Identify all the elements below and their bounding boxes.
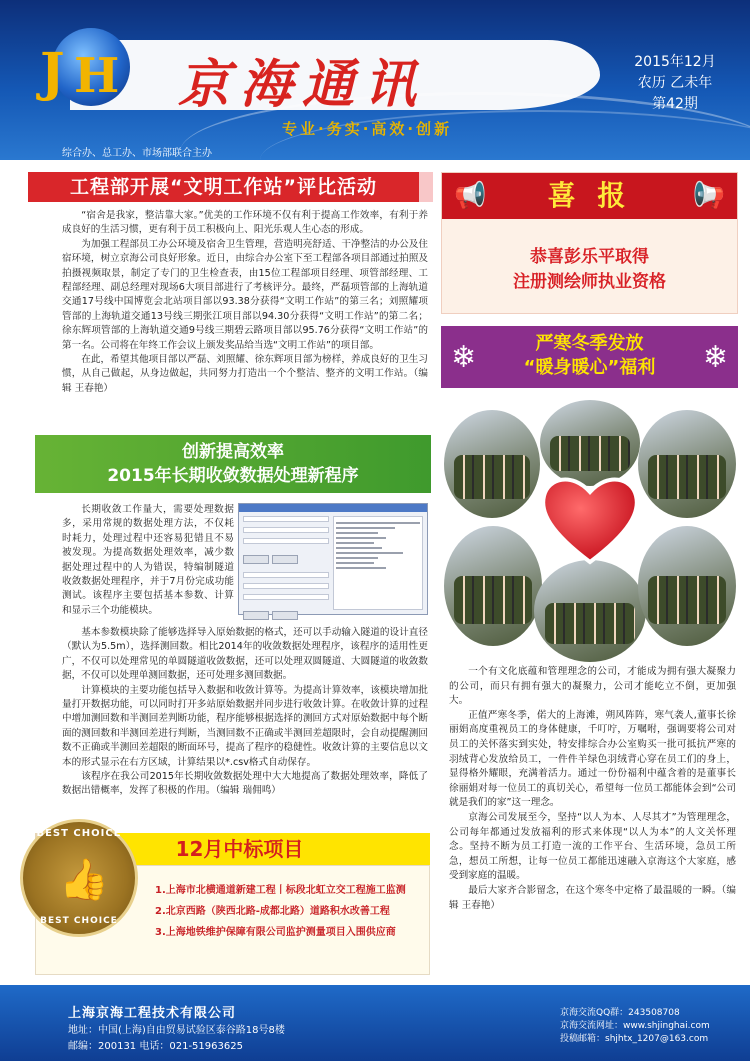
issue-number: 第42期 bbox=[652, 96, 698, 112]
program-button bbox=[272, 555, 298, 564]
output-line bbox=[336, 547, 382, 549]
group-photo bbox=[638, 410, 736, 518]
group-photo bbox=[638, 526, 736, 646]
bids-title: 12月中标项目 bbox=[35, 833, 430, 865]
button-row bbox=[243, 549, 329, 568]
host-departments: 综合办、总工办、市场部联合主办 bbox=[62, 148, 212, 159]
paragraph: 在此，希望其他项目部以严磊、刘照耀、徐东辉项目部为榜样，养成良好的卫生习惯，从自己做起，从身边做起，共同努力打造出一个个整洁、整齐的文明工作站。（编辑 王春艳） bbox=[62, 354, 428, 394]
paragraph: 最后大家齐合影留念，在这个寒冬中定格了最温暖的一瞬。（编辑 王春艳） bbox=[449, 884, 736, 911]
bids-list bbox=[155, 880, 435, 943]
article2-body bbox=[62, 626, 428, 799]
output-line bbox=[336, 552, 403, 554]
postcode-phone: 邮编：200131 电话：021-51963625 bbox=[68, 1041, 243, 1052]
good-news-line: 恭喜彭乐平取得 bbox=[530, 247, 649, 267]
output-line bbox=[336, 522, 420, 524]
list-item: 3.上海地铁维护保障有限公司监护测量项目入围供应商 bbox=[155, 927, 396, 938]
submission-email: 投稿邮箱：shjhtx_1207@163.com bbox=[560, 1034, 709, 1044]
badge-text-top: BEST CHOICE bbox=[36, 828, 122, 839]
article3-body bbox=[449, 665, 736, 913]
contact-info bbox=[560, 1007, 710, 1046]
winter-title-line1: 严寒冬季发放 bbox=[535, 333, 644, 354]
list-item: 1.上海市北横通道新建工程丨标段北虹立交工程施工监测 bbox=[155, 885, 406, 896]
group-photo bbox=[534, 560, 646, 662]
button-row bbox=[243, 605, 329, 624]
issue-info bbox=[620, 52, 730, 115]
good-news-box bbox=[441, 172, 738, 314]
people bbox=[550, 436, 630, 470]
people bbox=[454, 576, 532, 624]
paragraph: 京海公司发展至今，坚持“以人为本、人尽其才”为管理理念，公司每年都通过发放福利的形式来体现“以人为本”的人文关怀理念。坚持不断为员工打造一流的工作平台、生活环境，急员工所急，想员工所想，让每一位员工都能迅速融入京海这个大家庭，感受到家庭的温暖。 bbox=[449, 811, 736, 882]
paragraph: 一个有文化底蕴和管理理念的公司，才能成为拥有强大凝聚力的公司，而只有拥有强大的凝聚力，公司才能屹立不倒，更加强大。 bbox=[449, 666, 736, 707]
photo-collage bbox=[444, 400, 736, 662]
parameter-panel bbox=[243, 516, 329, 628]
winter-title bbox=[441, 332, 738, 380]
winter-welfare-banner bbox=[441, 326, 738, 388]
paragraph: 长期收敛工作量大，需要处理数据多，采用常规的数据处理方法，不仅耗时耗力，处理过程中还容易犯错且不易被发现。为提高数据处理效率，减少数据处理过程中的人为错误，特编制隧道收敛数据处理程序，并于7月份完成功能测试。该程序主要包括基本参数、计算和显示三个功能模块。 bbox=[62, 504, 234, 616]
issue-date: 2015年12月 bbox=[634, 54, 716, 70]
footer bbox=[0, 985, 750, 1061]
people bbox=[648, 455, 726, 498]
megaphone-icon: 📢 bbox=[454, 181, 487, 211]
list-item: 2.北京西路（陕西北路-成都北路）道路积水改善工程 bbox=[155, 906, 390, 917]
article2-title-box bbox=[35, 435, 431, 493]
thumbs-up-icon: 👍 bbox=[59, 857, 109, 903]
field bbox=[243, 594, 329, 600]
output-line bbox=[336, 557, 378, 559]
group-photo bbox=[444, 526, 542, 646]
article1-title: 工程部开展“文明工作站”评比活动 bbox=[28, 172, 433, 202]
logo-letter-h: H bbox=[74, 48, 120, 104]
company-logo bbox=[40, 24, 130, 114]
article1-body bbox=[62, 209, 428, 396]
good-news-line: 注册测绘师执业资格 bbox=[513, 272, 666, 292]
program-button bbox=[272, 611, 298, 620]
snowflake-icon: ❄ bbox=[702, 340, 728, 375]
output-line bbox=[336, 542, 374, 544]
program-button bbox=[243, 611, 269, 620]
program-button bbox=[243, 555, 269, 564]
badge-text-bottom: BEST CHOICE bbox=[40, 916, 118, 926]
paragraph: 为加强工程部员工办公环境及宿舍卫生管理，营造明亮舒适、干净整洁的办公及住宿环境，树立京海公司良好形象。近日，由综合办公室下至工程部各项目部通过拍照及拍摄视频取景，制定了专门的卫生检查表，由15位工程部项目经理、项管部经理、工程部经理、副总经理对现场6大项目部进行了考核评分。最终，严磊项管部的上海轨道交通17号线中国博览会北站项目部以93.38分获得“文明工作站”的第三名；刘照耀项管部的上海轨道交通13号线三期张江项目部以94.30分获得“文明工作站”的第二名；徐东辉项管部的上海轨道交通9号线三期碧云路项目部以95.76分获得“文明工作站”的第一名。公司将在年终工作会议上颁发奖品给当选“文明工作站”的项目部。 bbox=[62, 238, 428, 351]
winter-title-line2: “暖身暖心”福利 bbox=[523, 357, 656, 378]
group-photo bbox=[444, 410, 540, 518]
people bbox=[545, 603, 635, 644]
paragraph: 基本参数模块除了能够选择导入原始数据的格式，还可以手动输入隧道的设计直径（默认为5.5m），选择测回数。相比2014年的收敛数据处理程序，该程序的适用性更广，不仅可以处理常见的单圆隧道收敛数据，还可以处理双圆隧道、大圆隧道的收敛数据，不仅可以处理单测回数据，还可处理多测回数据。 bbox=[62, 627, 428, 682]
field bbox=[243, 516, 329, 522]
masthead-banner bbox=[0, 0, 750, 160]
output-line bbox=[336, 527, 395, 529]
program-screenshot bbox=[238, 503, 428, 615]
output-line bbox=[336, 537, 386, 539]
article2-title-line1: 创新提高效率 bbox=[182, 442, 284, 462]
output-panel bbox=[333, 516, 423, 610]
website: 京海交流网址：www.shjinghai.com bbox=[560, 1021, 710, 1031]
output-line bbox=[336, 562, 374, 564]
newsletter-title: 京海通讯 bbox=[178, 54, 427, 115]
company-address: 地址：中国(上海)自由贸易试验区泰谷路18号8楼 bbox=[68, 1025, 285, 1036]
field bbox=[243, 583, 329, 589]
output-line bbox=[336, 532, 378, 534]
article2-intro bbox=[62, 503, 234, 618]
megaphone-icon: 📢 bbox=[692, 181, 725, 211]
people bbox=[648, 576, 726, 624]
paragraph: 计算模块的主要功能包括导入数据和收敛计算等。为提高计算效率，该模块增加批量打开数据功能，可以同时打开多站原始数据并同步进行收敛计算。在收敛计算的过程中增加测回数和半测回差判断功能，程序能够根据选择的测回方式对原始数据中每个断面的测回数和半测回差进行判断，当测回数不正确或半测回差超限时，会自动提醒测回数不正确或半测回差超限的断面环号，提高了程序的稳健性。收敛计算的主要信息以文本的形式显示在右方区域，计算结果以*.csv格式自动保存。 bbox=[62, 684, 428, 768]
paragraph: 该程序在我公司2015年长期收敛数据处理中大大地提高了数据处理效率，降低了数据出错概率，发挥了积极的作用。（编辑 瑞佣鸣） bbox=[62, 771, 428, 797]
logo-letter-j: J bbox=[40, 42, 65, 103]
article2-title-line2: 2015年长期收敛数据处理新程序 bbox=[107, 466, 359, 486]
output-line bbox=[336, 567, 386, 569]
snowflake-icon: ❄ bbox=[451, 340, 477, 375]
field bbox=[243, 538, 329, 544]
slogan: 专业·务实·高效·创新 bbox=[282, 120, 453, 138]
heart-shape bbox=[540, 470, 640, 566]
best-choice-badge bbox=[20, 819, 138, 937]
field bbox=[243, 527, 329, 533]
people bbox=[454, 455, 531, 498]
field bbox=[243, 572, 329, 578]
lunar-date: 农历 乙未年 bbox=[637, 75, 713, 91]
window-titlebar bbox=[239, 504, 427, 512]
paragraph: 正值严寒冬季，偌大的上海滩，朔风阵阵，寒气袭人,董事长徐丽娟高度重视员工的身体健康，千叮咛，万嘱咐，强调要将公司对员工的关怀落实到实处，特安排综合办公室购买一批可抵抗严寒的羽绒背心发放给员工，一件件羊绿色羽绒背心穿在员工们的身上，显得格外耀眼，充满着活力。通过一份份福利中蕴含着的是董事长徐丽娟对每一位员工的真切关心，希望每一位员工都能体会到“公司就是我们的家”这一理念。 bbox=[449, 709, 736, 809]
paragraph: “宿舍是我家，整洁靠大家。”优美的工作环境不仅有利于提高工作效率，有利于养成良好的生活习惯，更有利于员工积极向上、阳光乐观人生心态的形成。 bbox=[62, 210, 428, 236]
qq-group: 京海交流QQ群：243508708 bbox=[560, 1008, 680, 1018]
heart-icon bbox=[540, 470, 640, 570]
good-news-text bbox=[442, 245, 737, 295]
good-news-title: 喜 报 bbox=[547, 179, 632, 212]
company-name: 上海京海工程技术有限公司 bbox=[68, 1006, 237, 1021]
